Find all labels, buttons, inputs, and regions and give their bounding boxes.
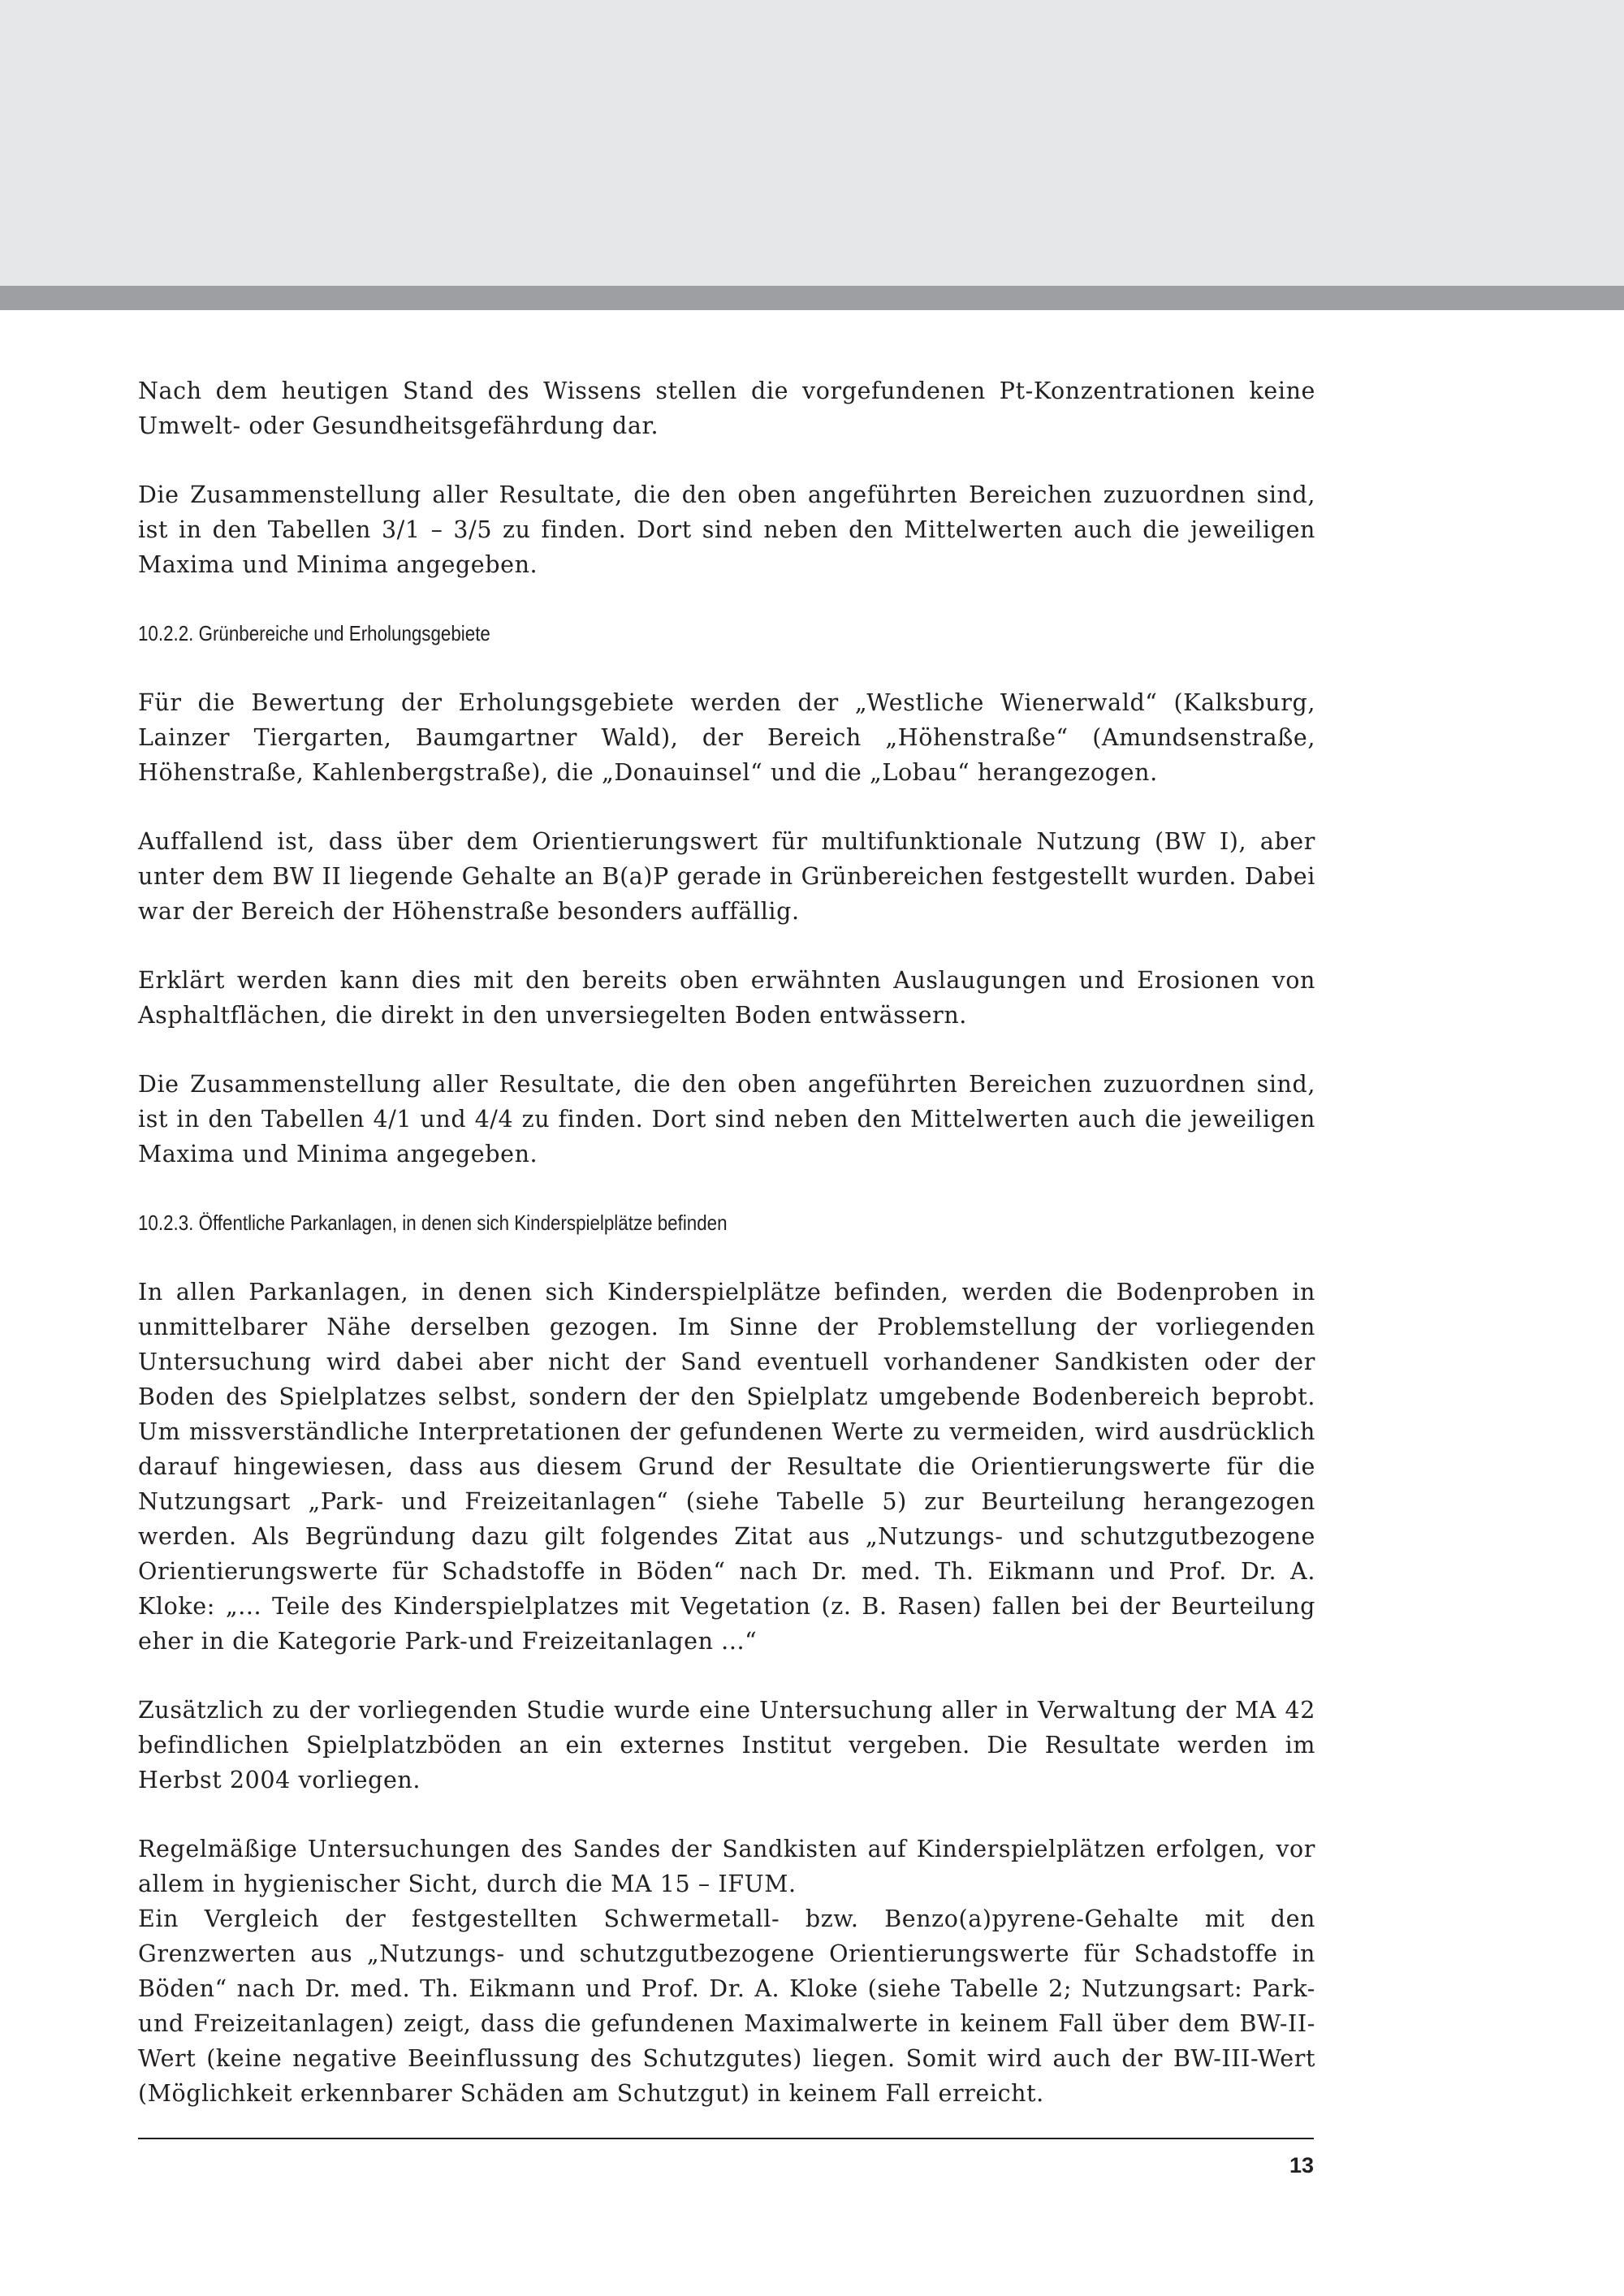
intro-paragraph-2: Die Zusammenstellung aller Resultate, die den oben angeführten Bereichen zuzuordnen sind, ist in den Tabellen 3/1 – 3/5 zu finden. Dort sind neben den Mittelwerten auch die jeweiligen Maxima und Minima angegeben. (138, 481, 1315, 578)
section-10-2-2-paragraph-2: Auffallend ist, dass über dem Orientierungswert für multifunktionale Nutzung (BW I), aber unter dem BW II liegende Gehalte an B(a)P gerade in Grünbereichen festgestellt wurden. Dabei war der Bereich der Höhenstraße besonders auffällig. (138, 828, 1315, 925)
header-band (0, 0, 1624, 286)
section-heading-10-2-2: 10.2.2. Grünbereiche und Erholungsgebiete (138, 621, 490, 645)
page-body (138, 373, 1315, 2111)
section-10-2-2-paragraph-3: Erklärt werden kann dies mit den bereits oben erwähnten Auslaugungen und Erosionen von Asphaltflächen, die direkt in den unversiegelten Boden entwässern. (138, 967, 1315, 1029)
section-10-2-3-paragraph-2: Zusätzlich zu der vorliegenden Studie wurde eine Untersuchung aller in Verwaltung der MA 42 befindlichen Spielplatzböden an ein externes Institut vergeben. Die Resultate werden im Herbst 2004 vorliegen. (138, 1697, 1315, 1793)
section-heading-10-2-3: 10.2.3. Öffentliche Parkanlagen, in denen sich Kinderspielplätze befinden (138, 1211, 728, 1235)
section-10-2-3-paragraph-4: Ein Vergleich der festgestellten Schwermetall- bzw. Benzo(a)pyrene-Gehalte mit den Grenzwerten aus „Nutzungs- und schutzgutbezogene Orientierungswerte für Schadstoffe in Böden“ nach Dr. med. Th. Eikmann und Prof. Dr. A. Kloke (siehe Tabelle 2; Nutzungsart: Park- und Freizeitanlagen) zeigt, dass die gefundenen Maximalwerte in keinem Fall über dem BW-II-Wert (keine negative Beeinflussung des Schutzgutes) liegen. Somit wird auch der BW-III-Wert (Möglichkeit erkennbarer Schäden am Schutzgut) in keinem Fall erreicht. (138, 1905, 1315, 2107)
intro-paragraph-1: Nach dem heutigen Stand des Wissens stellen die vorgefundenen Pt-Konzentrationen keine Umwelt- oder Gesundheitsgefährdung dar. (138, 378, 1315, 439)
header-rule (0, 286, 1624, 310)
section-10-2-3-paragraph-3: Regelmäßige Untersuchungen des Sandes der Sandkisten auf Kinderspielplätzen erfolgen, vor allem in hygienischer Sicht, durch die MA 15 – IFUM. (138, 1836, 1315, 1897)
footer-rule (138, 2138, 1314, 2139)
section-10-2-2-paragraph-1: Für die Bewertung der Erholungsgebiete werden der „Westliche Wienerwald“ (Kalksburg, Lainzer Tiergarten, Baumgartner Wald), der Bereich „Höhenstraße“ (Amundsenstraße, Höhenstraße, Kahlenbergstraße), die „Donauinsel“ und die „Lobau“ herangezogen. (138, 689, 1315, 786)
section-10-2-2-paragraph-4: Die Zusammenstellung aller Resultate, die den oben angeführten Bereichen zuzuordnen sind, ist in den Tabellen 4/1 und 4/4 zu finden. Dort sind neben den Mittelwerten auch die jeweiligen Maxima und Minima angegeben. (138, 1071, 1315, 1167)
page-number: 13 (1289, 2153, 1314, 2177)
section-10-2-3-paragraph-1: In allen Parkanlagen, in denen sich Kinderspielplätze befinden, werden die Bodenproben in unmittelbarer Nähe derselben gezogen. Im Sinne der Problemstellung der vorliegenden Untersuchung wird dabei aber nicht der Sand eventuell vorhandener Sandkisten oder der Boden des Spielplatzes selbst, sondern der den Spielplatz umgebende Bodenbereich beprobt. Um missverständliche Interpretationen der gefundenen Werte zu vermeiden, wird ausdrücklich darauf hingewiesen, dass aus diesem Grund der Resultate die Orientierungswerte für die Nutzungsart „Park- und Freizeitanlagen“ (siehe Tabelle 5) zur Beurteilung herangezogen werden. Als Begründung dazu gilt folgendes Zitat aus „Nutzungs- und schutzgutbezogene Orientierungswerte für Schadstoffe in Böden“ nach Dr. med. Th. Eikmann und Prof. Dr. A. Kloke: „... Teile des Kinderspielplatzes mit Vegetation (z. B. Rasen) fallen bei der Beurteilung eher in die Kategorie Park-und Freizeitanlagen ...“ (138, 1279, 1315, 1655)
